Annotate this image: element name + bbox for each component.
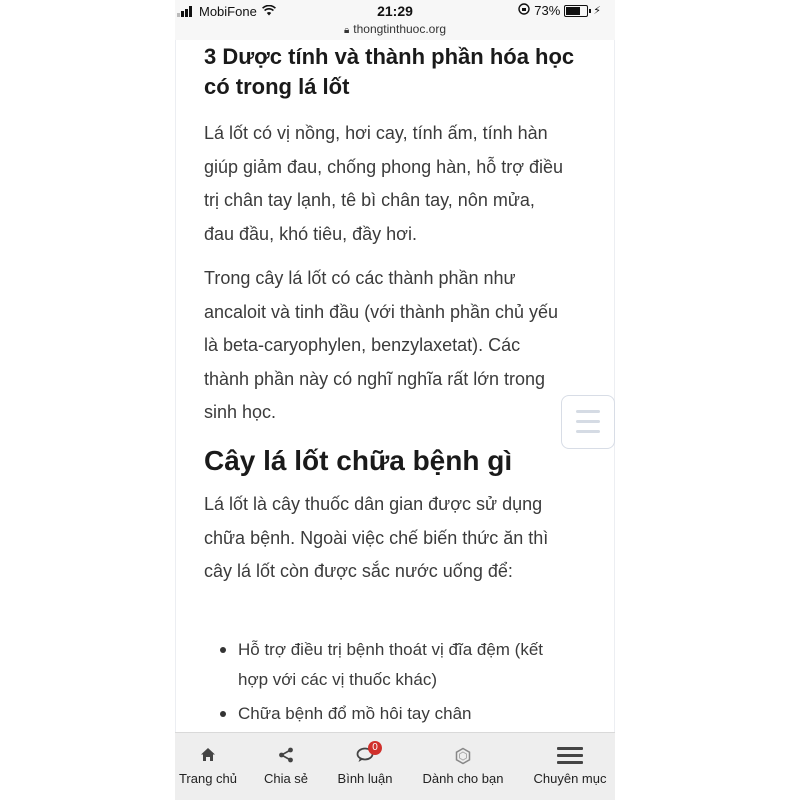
charging-icon: ⚡ <box>593 5 601 17</box>
lock-icon: 🔒︎ <box>343 25 350 36</box>
nav-label: Dành cho bạn <box>422 771 504 786</box>
nav-label: Chuyên mục <box>533 771 607 786</box>
battery-icon <box>564 5 588 17</box>
nav-comments[interactable] <box>327 733 403 800</box>
section-heading: 3 Dược tính và thành phần hóa học có trong lá lốt <box>204 44 575 99</box>
comment-count-badge: 0 <box>368 741 382 755</box>
home-icon <box>200 747 216 767</box>
nav-share[interactable] <box>251 733 321 800</box>
battery-percent: 73% <box>534 3 561 18</box>
menu-icon <box>557 747 583 765</box>
article-content <box>175 40 615 732</box>
main-heading: Cây lá lốt chữa bệnh gì <box>204 445 513 476</box>
paragraph-1: Lá lốt có vị nồng, hơi cay, tính ấm, tính hàn giúp giảm đau, chống phong hàn, hỗ trợ điều trị chân tay lạnh, tê bì chân tay, nôn mửa, đau đầu, khó tiêu, đầy hơi. <box>204 123 564 244</box>
nav-label: Trang chủ <box>178 771 238 786</box>
nav-label: Chia sẻ <box>263 771 309 786</box>
bullet-list <box>216 635 576 733</box>
share-icon <box>278 747 294 763</box>
list-item: Chữa bệnh đổ mồ hôi tay chân <box>216 699 576 729</box>
phone-screen <box>175 0 615 800</box>
comment-icon <box>356 742 378 763</box>
url-bar[interactable] <box>175 22 615 40</box>
table-of-contents-icon[interactable] <box>561 395 615 449</box>
hexagon-icon <box>454 747 472 765</box>
list-item: Hỗ trợ điều trị bệnh thoát vị đĩa đệm (kết hợp với các vị thuốc khác) <box>216 635 576 695</box>
nav-label: Bình luận <box>337 771 393 786</box>
status-time: 21:29 <box>377 3 413 19</box>
rotation-lock-icon <box>518 3 530 18</box>
nav-categories[interactable] <box>525 733 615 800</box>
bottom-nav <box>175 732 615 800</box>
status-bar <box>175 0 615 22</box>
status-right <box>518 3 601 18</box>
nav-home[interactable] <box>175 733 241 800</box>
paragraph-3: Lá lốt là cây thuốc dân gian được sử dụng chữa bệnh. Ngoài việc chế biến thức ăn thì cây lá lốt còn được sắc nước uống để: <box>204 494 549 581</box>
paragraph-2: Trong cây lá lốt có các thành phần như ancaloit và tinh đầu (với thành phần chủ yếu là beta-caryophylen, benzylaxetat). Các thành phần này có nghĩ nghĩa rất lớn trong sinh học. <box>204 268 559 422</box>
nav-for-you[interactable] <box>413 733 513 800</box>
carrier-name: MobiFone <box>199 4 257 19</box>
url-text: thongtinthuoc.org <box>353 22 447 36</box>
